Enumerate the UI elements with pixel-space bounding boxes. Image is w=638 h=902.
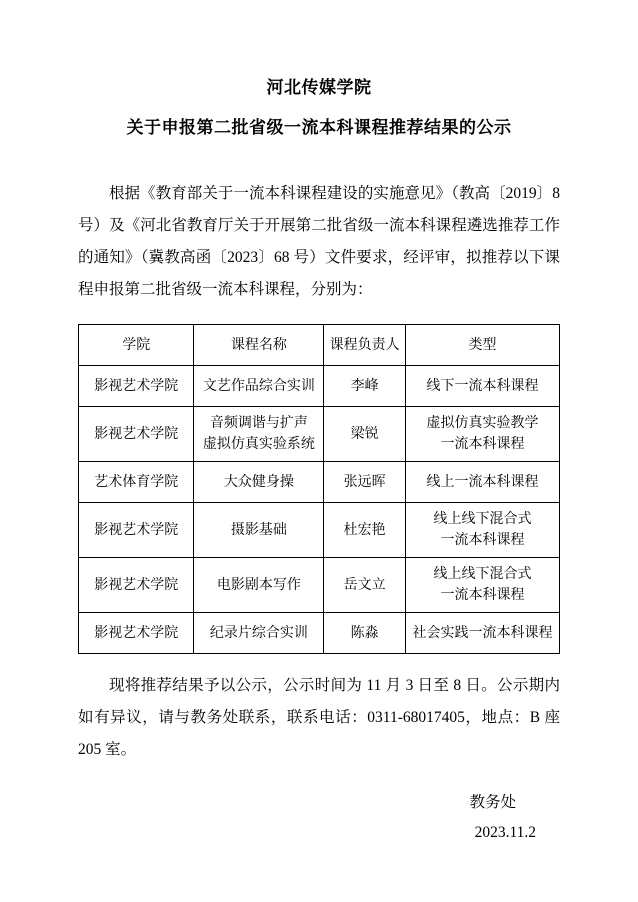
table-header-row [79,325,560,366]
cell-leader: 陈淼 [324,613,406,654]
cell-college: 影视艺术学院 [79,558,194,613]
cell-type-line1: 线下一流本科课程 [426,378,539,394]
signature-block [78,788,560,848]
intro-paragraph: 根据《教育部关于一流本科课程建设的实施意见》（教高〔2019〕8 号）及《河北省教育厅关于开展第二批省级一流本科课程遴选推荐工作的通知》（冀教高函〔2023〕68 号）文件要求，经评审，拟推荐以下课程申报第二批省级一流本科课程，分别为： [78,185,560,298]
table-row [79,558,560,613]
cell-type-line2: 一流本科课程 [440,437,525,452]
table-row [79,613,560,654]
page-title [78,72,560,144]
signature-department: 教务处 [469,794,516,811]
column-header-college: 学院 [79,325,194,366]
cell-type-line1: 线上线下混合式 [433,512,532,527]
column-header-leader: 课程负责人 [324,325,406,366]
table-row [79,462,560,503]
cell-leader: 梁锐 [324,407,406,462]
cell-course [194,366,324,407]
cell-college: 影视艺术学院 [79,407,194,462]
course-recommendation-table [78,324,560,654]
cell-type-line2: 一流本科课程 [440,533,525,548]
closing-paragraph: 现将推荐结果予以公示，公示时间为 11 月 3 日至 8 日。公示期内如有异议，请与教务处联系，联系电话：0311-68017405，地点：B 座 205 室。 [78,677,560,758]
cell-type [406,462,560,503]
title-institution: 河北传媒学院 [266,78,372,97]
table-row [79,366,560,407]
cell-course [194,558,324,613]
cell-type-line2: 一流本科课程 [440,588,525,603]
cell-course [194,613,324,654]
cell-type [406,503,560,558]
cell-college: 影视艺术学院 [79,503,194,558]
cell-leader: 张远晖 [324,462,406,503]
cell-type [406,407,560,462]
cell-course-line1: 文艺作品综合实训 [202,378,315,394]
cell-course-line1: 音频调谐与扩声 [209,416,308,431]
cell-course-line1: 大众健身操 [223,474,294,490]
cell-course-line1: 摄影基础 [230,522,287,538]
column-header-type: 类型 [406,325,560,366]
cell-course-line1: 纪录片综合实训 [209,625,308,641]
title-subject: 关于申报第二批省级一流本科课程推荐结果的公示 [126,118,512,137]
signature-date: 2023.11.2 [474,824,536,841]
cell-course [194,503,324,558]
cell-course [194,462,324,503]
cell-college: 影视艺术学院 [79,366,194,407]
cell-leader: 杜宏艳 [324,503,406,558]
cell-leader: 岳文立 [324,558,406,613]
cell-type-line1: 社会实践一流本科课程 [412,625,553,641]
cell-type [406,558,560,613]
table-row [79,407,560,462]
cell-type-line1: 虚拟仿真实验教学 [426,416,539,431]
column-header-course: 课程名称 [194,325,324,366]
cell-course-line2: 虚拟仿真实验系统 [202,437,315,452]
cell-type-line1: 线上线下混合式 [433,567,532,582]
cell-type [406,613,560,654]
table-row [79,503,560,558]
cell-college: 艺术体育学院 [79,462,194,503]
cell-course [194,407,324,462]
cell-college: 影视艺术学院 [79,613,194,654]
cell-type [406,366,560,407]
cell-course-line1: 电影剧本写作 [216,577,301,593]
cell-type-line1: 线上一流本科课程 [426,474,539,490]
cell-leader: 李峰 [324,366,406,407]
